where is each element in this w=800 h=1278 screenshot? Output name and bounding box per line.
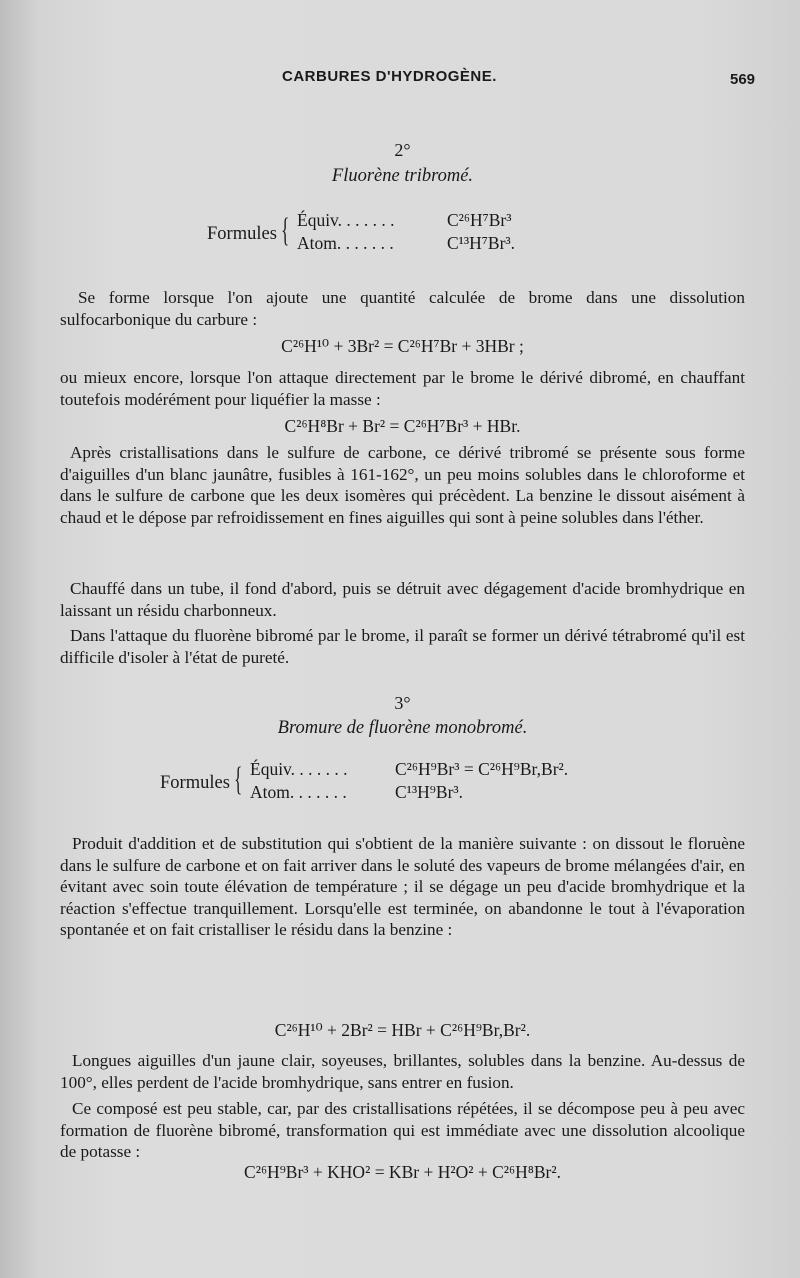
running-title: CARBURES D'HYDROGÈNE. [282, 68, 497, 85]
atom-formula: C¹³H⁹Br³. [395, 782, 464, 802]
paragraph-text: Dans l'attaque du fluorène bibromé par le brome, il paraît se former un dérivé tétrabromé qu'il est difficile d'isoler à l'état de pureté. [60, 626, 745, 667]
paragraph-text: Après cristallisations dans le sulfure de carbone, ce dérivé tribromé se présente sous forme d'aiguilles d'un blanc jaunâtre, fusibles à 161-162°, un peu moins solubles dans le chloroforme et dans le sulfure de carbone que les deux isomères qui précèdent. La benzine le dissout aisément à chaud et le dépose par refroidissement en fines aiguilles qui sont à peine solubles dans l'éther. [60, 443, 745, 527]
section-3-paragraph-1 [60, 833, 745, 941]
brace-icon: { [281, 212, 290, 249]
section-2-equation-2: C²⁶H⁸Br + Br² = C²⁶H⁷Br³ + HBr. [284, 416, 521, 436]
page-header [0, 68, 800, 90]
section-2-paragraph-4 [60, 578, 745, 621]
formulas-label: Formules [207, 224, 277, 244]
section-2-paragraph-3 [60, 442, 745, 528]
section-2-paragraph-2 [60, 367, 745, 410]
atom-label: Atom. . . . . . . [297, 233, 394, 253]
equiv-label: Équiv. . . . . . . [250, 759, 348, 779]
section-2-title: Fluorène tribromé. [331, 166, 474, 186]
paragraph-text: Ce composé est peu stable, car, par des cristallisations répétées, il se décompose peu à peu avec formation de fluorène bibromé, transformation qui est immédiate avec une dissolution alcoolique de potasse : [60, 1099, 745, 1161]
section-3-paragraph-3 [60, 1098, 745, 1163]
section-2-formulas [207, 208, 547, 268]
paragraph-text: ou mieux encore, lorsque l'on attaque directement par le brome le dérivé dibromé, en chauffant toutefois modérément pour liquéfier la masse : [60, 368, 745, 409]
section-3-paragraph-2 [60, 1050, 745, 1093]
section-3-equation-1: C²⁶H¹⁰ + 2Br² = HBr + C²⁶H⁹Br,Br². [274, 1020, 531, 1040]
equiv-formula: C²⁶H⁹Br³ = C²⁶H⁹Br,Br². [395, 759, 569, 779]
paragraph-text: Longues aiguilles d'un jaune clair, soyeuses, brillantes, solubles dans la benzine. Au-dessus de 100°, elles perdent de l'acide bromhydrique, sans entrer en fusion. [60, 1051, 745, 1092]
section-3-formulas [160, 757, 630, 817]
section-2-paragraph-1 [60, 287, 745, 330]
section-2-number: 2° [394, 140, 411, 160]
section-3-title: Bromure de fluorène monobromé. [277, 718, 528, 738]
page-number: 569 [730, 71, 756, 88]
equiv-formula: C²⁶H⁷Br³ [447, 210, 512, 230]
atom-label: Atom. . . . . . . [250, 782, 347, 802]
atom-formula: C¹³H⁷Br³. [447, 233, 516, 253]
section-3-equation-2: C²⁶H⁹Br³ + KHO² = KBr + H²O² + C²⁶H⁸Br². [244, 1162, 561, 1182]
paragraph-text: Chauffé dans un tube, il fond d'abord, puis se détruit avec dégagement d'acide bromhydrique en laissant un résidu charbonneux. [60, 579, 745, 620]
section-2-equation-1: C²⁶H¹⁰ + 3Br² = C²⁶H⁷Br + 3HBr ; [281, 336, 524, 356]
section-3-number: 3° [394, 693, 411, 713]
section-2-paragraph-5 [60, 625, 745, 668]
paragraph-text: Se forme lorsque l'on ajoute une quantité calculée de brome dans une dissolution sulfocarbonique du carbure : [60, 288, 745, 329]
brace-icon: { [234, 761, 243, 798]
equiv-label: Équiv. . . . . . . [297, 210, 395, 230]
formulas-label: Formules [160, 773, 230, 793]
paragraph-text: Produit d'addition et de substitution qui s'obtient de la manière suivante : on dissout le floruène dans le sulfure de carbone et on fait arriver dans le soluté des vapeurs de brome mélangées d'air, en évitant avec soin toute élévation de température ; il se dégage un peu d'acide bromhydrique et la réaction s'effectue tranquillement. Lorsqu'elle est terminée, on abandonne le tout à l'évaporation spontanée et on fait cristalliser le résidu dans la benzine : [60, 834, 745, 939]
